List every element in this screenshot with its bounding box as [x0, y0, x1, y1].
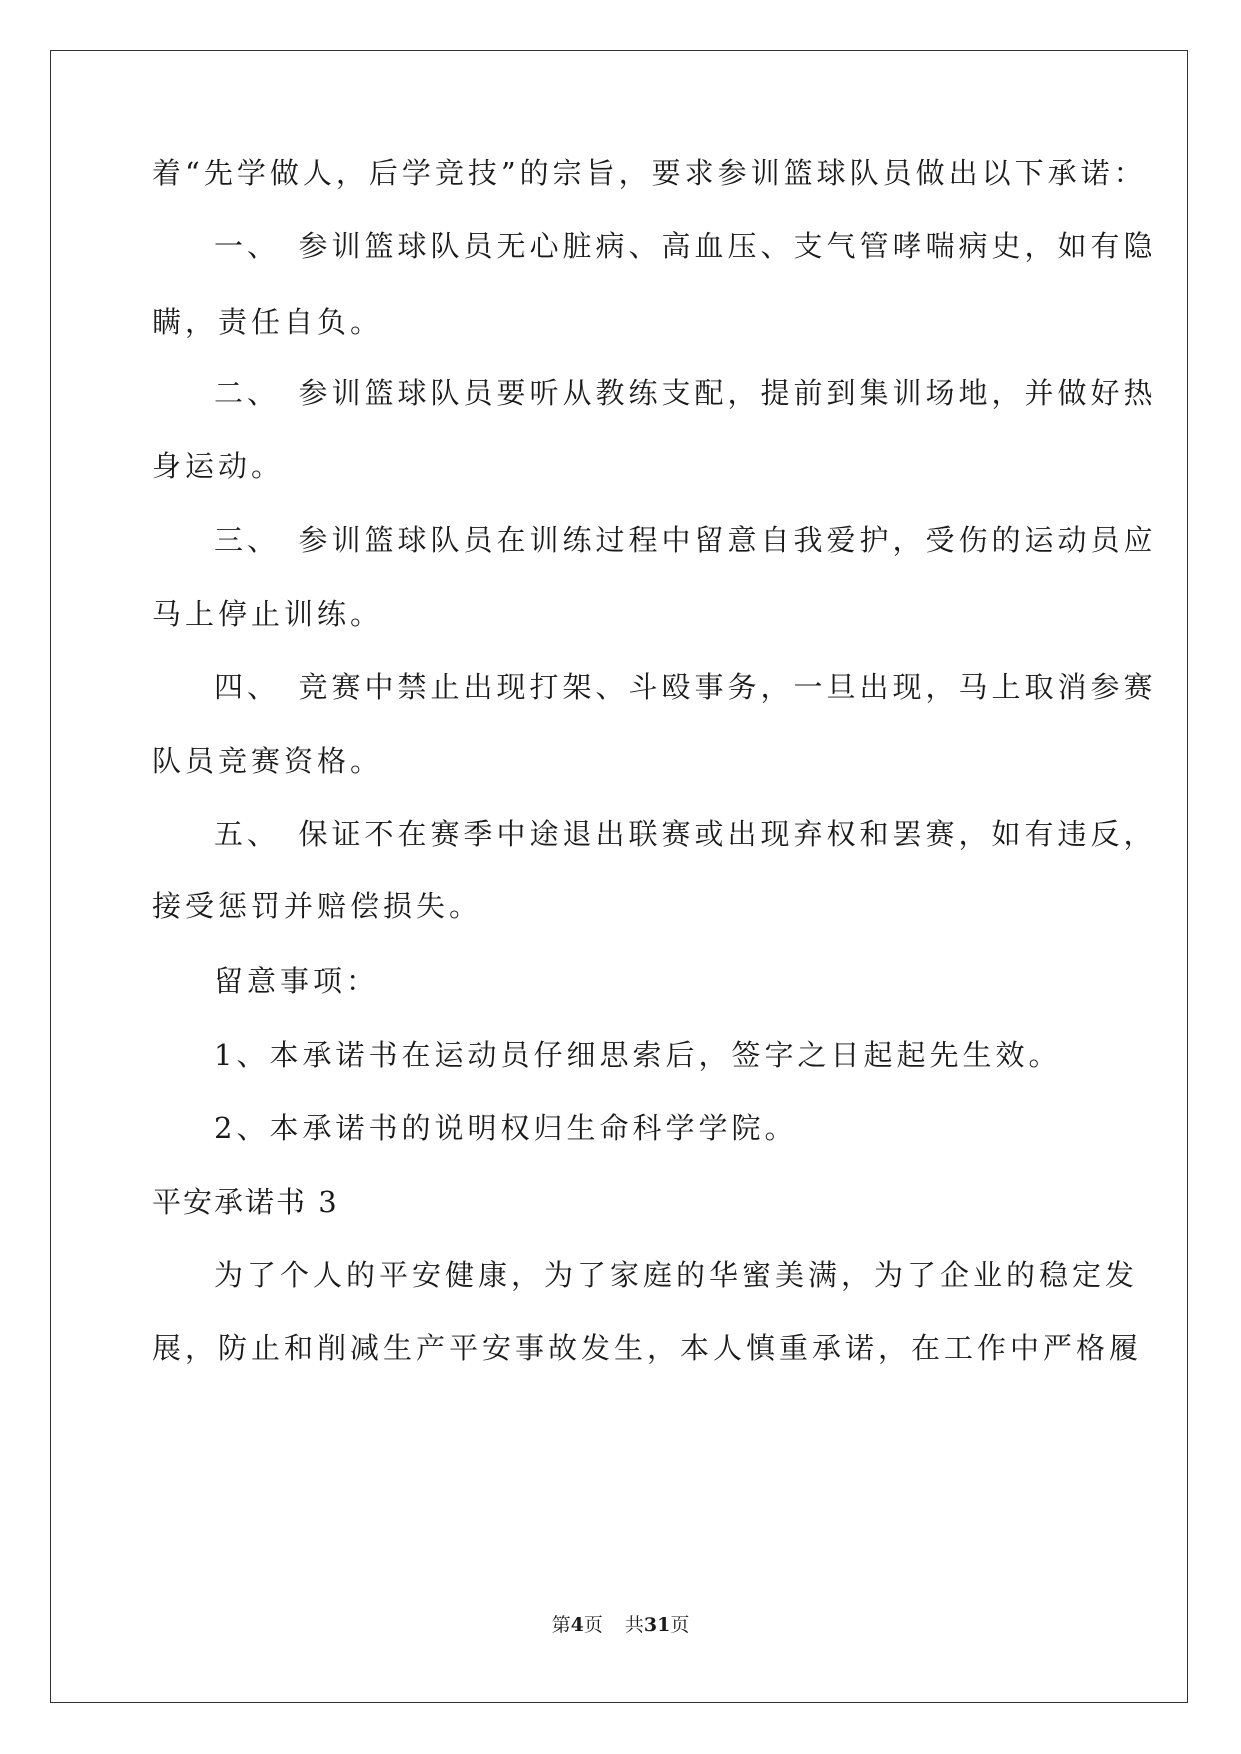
- paragraph-line: 瞒，责任自负。: [152, 305, 384, 339]
- total-suffix: 页: [670, 1614, 690, 1636]
- commitment-item-4: 四、 竞赛中禁止出现打架、斗殴事务，一旦出现，马上取消参赛: [214, 670, 1157, 704]
- paragraph-line: 展，防止和削减生产平安事故发生，本人慎重承诺，在工作中严格履: [152, 1331, 1143, 1365]
- commitment-item-3: 三、 参训篮球队员在训练过程中留意自我爱护，受伤的运动员应: [214, 523, 1157, 557]
- paragraph-line: 接受惩罚并赔偿损失。: [152, 889, 483, 923]
- page-prefix: 第: [551, 1614, 571, 1636]
- page-suffix: 页: [583, 1614, 603, 1636]
- paragraph-line: 马上停止训练。: [152, 597, 384, 631]
- note-item-2: 2、本承诺书的说明权归生命科学学院。: [214, 1111, 798, 1145]
- paragraph-line: 为了个人的平安健康，为了家庭的华蜜美满，为了企业的稳定发: [214, 1258, 1139, 1292]
- total-prefix: 共: [624, 1614, 644, 1636]
- notes-heading: 留意事项：: [214, 964, 380, 998]
- page-border: [50, 50, 1188, 1703]
- total-pages: 31: [643, 1614, 671, 1636]
- commitment-item-2: 二、 参训篮球队员要听从教练支配，提前到集训场地，并做好热: [214, 376, 1157, 410]
- section-title: 平安承诺书 3: [152, 1185, 339, 1219]
- note-item-1: 1、本承诺书在运动员仔细思索后，签字之日起起先生效。: [214, 1038, 1062, 1072]
- page-footer: [0, 1613, 1241, 1637]
- commitment-item-5: 五、 保证不在赛季中途退出联赛或出现弃权和罢赛，如有违反，: [214, 817, 1157, 851]
- paragraph-line: 队员竞赛资格。: [152, 744, 384, 778]
- commitment-item-1: 一、 参训篮球队员无心脏病、高血压、支气管哮喘病史，如有隐: [214, 229, 1157, 263]
- paragraph-line: 着“先学做人，后学竞技”的宗旨，要求参训篮球队员做出以下承诺：: [152, 156, 1147, 190]
- page-number: 4: [570, 1614, 584, 1636]
- paragraph-line: 身运动。: [152, 449, 285, 483]
